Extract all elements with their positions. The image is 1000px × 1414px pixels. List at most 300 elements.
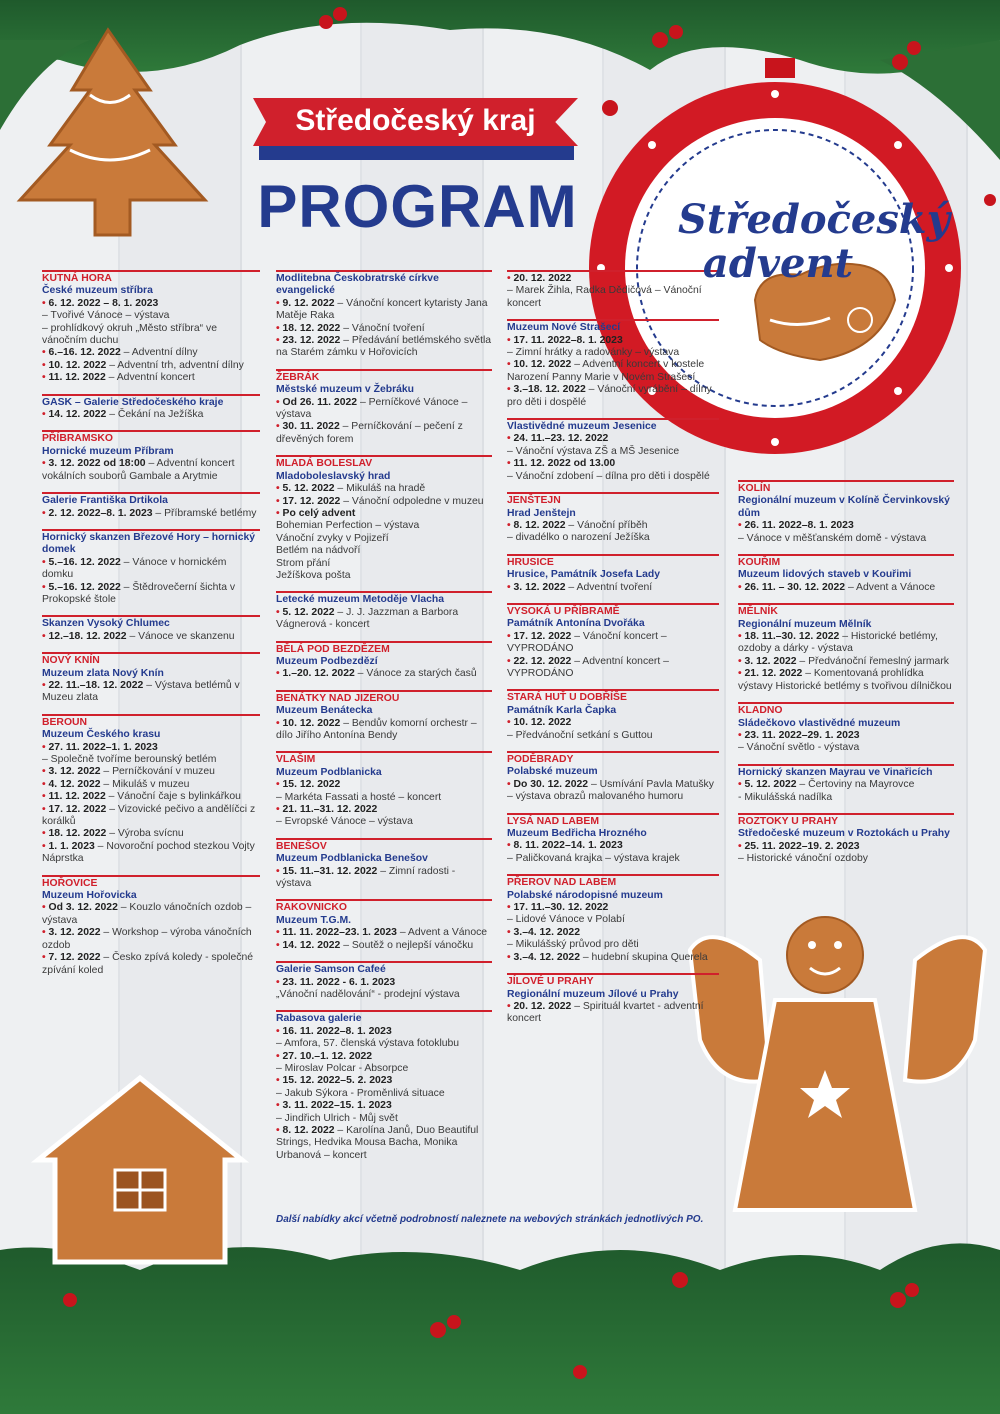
- event-item: [42, 952, 260, 977]
- program-section: [276, 751, 492, 828]
- venue-name: Galerie Františka Drtikola: [42, 492, 260, 507]
- gingerbread-house-icon: [38, 1078, 242, 1262]
- program-section: [738, 764, 954, 804]
- venue-name: Letecké muzeum Metoděje Vlacha: [276, 591, 492, 606]
- event-item: [42, 582, 260, 607]
- event-title: – Výstava betlémů v Muzeu zlata: [42, 679, 240, 704]
- bullet-icon: •: [42, 507, 49, 519]
- event-title: – Historické betlémy, ozdoby a dárky - výstava: [738, 631, 938, 655]
- venue-name: Vlastivědné muzeum Jesenice: [507, 418, 719, 433]
- event-date: 11. 11. 2022–23. 1. 2023: [282, 927, 397, 939]
- event-title: – Vánoční světlo - výstava: [738, 742, 860, 754]
- event-title: – Předvánoční řemeslný jarmark: [799, 655, 949, 667]
- event-date: 15. 11.–31. 12. 2022: [282, 865, 378, 877]
- bullet-icon: •: [276, 322, 283, 334]
- venue-name: Regionální muzeum Mělník: [738, 618, 872, 630]
- event-date: 4. 12. 2022: [48, 778, 101, 790]
- venue-name: Hornické muzeum Příbram: [42, 445, 174, 457]
- program-section: [276, 641, 492, 681]
- event-title: – Výroba svícnu: [109, 828, 184, 840]
- event-item: [276, 927, 492, 939]
- event-title: Bohemian Perfection – výstava: [276, 520, 420, 532]
- event-item: [276, 483, 492, 495]
- event-item: [507, 914, 719, 926]
- program-section: [738, 480, 954, 545]
- event-item: [507, 840, 719, 852]
- venue-name: České muzeum stříbra: [42, 285, 153, 297]
- event-title: – Novoroční pochod stezkou Vojty Náprstka: [42, 840, 255, 865]
- event-title: – Komentovaná prohlídka výstavy Historické betlémy s tvořivou dílničkou: [738, 668, 952, 692]
- event-title: – Vánoční vyrábění – dílny pro děti i dospělé: [507, 384, 712, 408]
- town-heading: KUTNÁ HORA: [42, 270, 260, 285]
- bullet-icon: •: [276, 297, 283, 309]
- event-title: – Vánoce ve skanzenu: [129, 630, 235, 642]
- town-heading: NOVÝ KNÍN: [42, 652, 260, 667]
- event-date: 5.–16. 12. 2022: [48, 556, 121, 568]
- venue-name: Galerie Samson Cafeé: [276, 961, 492, 976]
- event-item: [42, 779, 260, 791]
- event-title: – Tvořivé Vánoce – výstava: [42, 310, 170, 322]
- event-date: 26. 11. – 30. 12. 2022: [744, 581, 846, 593]
- program-section: [42, 270, 260, 385]
- event-title: – Amfora, 57. členská výstava fotoklubu: [276, 1038, 460, 1050]
- event-item: [276, 866, 492, 891]
- event-item: [42, 754, 260, 766]
- bullet-icon: •: [276, 927, 283, 939]
- bullet-icon: •: [507, 359, 514, 371]
- event-date: 18. 12. 2022: [48, 828, 107, 840]
- event-date: 17. 11. 2022–8. 1. 2023: [513, 334, 623, 346]
- event-item: [738, 792, 954, 804]
- event-title: – Miroslav Polcar - Absorpce: [276, 1062, 409, 1074]
- event-date: 3. 11. 2022–15. 1. 2023: [282, 1100, 392, 1112]
- program-title: PROGRAM: [257, 173, 578, 240]
- event-item: [276, 335, 492, 360]
- event-date: 3. 12. 2022 od 18:00: [48, 458, 146, 470]
- program-section: [507, 751, 719, 804]
- venue-name: Skanzen Vysoký Chlumec: [42, 615, 260, 630]
- event-date: 20. 12. 2022: [513, 1000, 572, 1012]
- bullet-icon: •: [42, 766, 49, 778]
- town-heading: JENŠTEJN: [507, 492, 719, 507]
- event-date: 3. 12. 2022: [744, 655, 797, 667]
- town-heading: ŽEBRÁK: [276, 369, 492, 384]
- event-date: 8. 11. 2022–14. 1. 2023: [513, 840, 623, 852]
- event-title: – Mikuláš v muzeu: [103, 778, 190, 790]
- event-date: 12.–18. 12. 2022: [48, 630, 127, 642]
- venue-name: Polabské národopisné muzeum: [507, 889, 663, 901]
- event-item: [42, 828, 260, 840]
- event-title: – Vánoční výstava ZŠ a MŠ Jesenice: [507, 445, 680, 457]
- event-item: [507, 927, 719, 939]
- event-item: [738, 730, 954, 742]
- town-heading: KOLÍN: [738, 480, 954, 495]
- event-item: [42, 841, 260, 866]
- event-item: [276, 816, 492, 828]
- town-heading: PODĚBRADY: [507, 751, 719, 766]
- event-date: 9. 12. 2022: [282, 297, 335, 309]
- venue-name: Památník Antonína Dvořáka: [507, 618, 645, 630]
- bullet-icon: •: [42, 902, 49, 914]
- event-date: Do 30. 12. 2022: [513, 778, 589, 790]
- program-section: [738, 702, 954, 755]
- event-item: [276, 989, 492, 1001]
- event-title: – divadélko o narození Ježíška: [507, 532, 650, 544]
- program-section: [42, 875, 260, 977]
- bullet-icon: •: [507, 630, 514, 642]
- town-heading: BEROUN: [42, 714, 260, 729]
- venue-name: Muzeum Podbezdězí: [276, 655, 378, 667]
- event-item: [276, 1088, 492, 1100]
- venue-name: Muzeum Podblanicka Benešov: [276, 853, 428, 865]
- event-title: – Zimní hrátky a radovánky – výstava: [507, 347, 680, 359]
- event-title: – hudební skupina Querela: [582, 951, 708, 963]
- venue-name: Památník Karla Čapka: [507, 704, 617, 716]
- event-title: – Předvánoční setkání s Guttou: [507, 729, 653, 741]
- event-date: 8. 12. 2022: [282, 1124, 335, 1136]
- event-item: [276, 804, 492, 816]
- event-item: [276, 792, 492, 804]
- event-item: [42, 458, 260, 483]
- event-item: [276, 1075, 492, 1087]
- event-title: – Vánoční odpoledne v muzeu: [343, 495, 484, 507]
- event-date: 22. 12. 2022: [513, 655, 572, 667]
- program-section: [276, 455, 492, 582]
- event-item: [42, 766, 260, 778]
- event-title: – Kouzlo vánočních ozdob – výstava: [42, 902, 252, 926]
- event-title: – prohlídkový okruh „Město stříbra“ ve vánočním duchu: [42, 322, 217, 347]
- event-date: 23. 11. 2022 - 6. 1. 2023: [282, 976, 396, 988]
- bullet-icon: •: [738, 729, 745, 741]
- bullet-icon: •: [276, 1124, 283, 1136]
- event-title: – Usmívání Pavla Matušky – výstava obrazů malovaného humoru: [507, 778, 714, 803]
- event-item: [276, 558, 492, 570]
- event-title: – Advent a Vánoce: [847, 581, 936, 593]
- event-date: Od 3. 12. 2022: [48, 902, 118, 914]
- event-date: 22. 11.–18. 12. 2022: [48, 679, 144, 691]
- region-banner: [253, 98, 578, 160]
- bullet-icon: •: [42, 297, 49, 309]
- event-item: [42, 347, 260, 359]
- event-date: 15. 12. 2022: [282, 779, 341, 791]
- event-item: [507, 446, 719, 458]
- venue-name: Středočeské muzeum v Roztokách u Prahy: [738, 828, 950, 840]
- bullet-icon: •: [276, 939, 283, 951]
- event-date: 24. 11.–23. 12. 2022: [513, 433, 609, 445]
- event-item: [738, 656, 954, 668]
- event-title: – Spirituál kvartet - adventní koncert: [507, 1000, 704, 1025]
- town-heading: STARÁ HUŤ U DOBŘÍŠE: [507, 689, 719, 704]
- event-title: – Čekání na Ježíška: [109, 409, 204, 421]
- program-section: [507, 319, 719, 409]
- event-item: [507, 779, 719, 804]
- event-item: [276, 668, 492, 680]
- venue-name: Muzeum Nové Strašecí: [507, 319, 719, 334]
- event-title: Strom přání: [276, 557, 331, 569]
- event-title: – Adventní koncert: [108, 372, 195, 384]
- event-item: [42, 742, 260, 754]
- event-item: [738, 520, 954, 532]
- event-item: [42, 360, 260, 372]
- bullet-icon: •: [42, 458, 49, 470]
- ornament-title: Středočeský advent: [678, 196, 950, 287]
- event-item: [276, 1051, 492, 1063]
- event-date: Od 26. 11. 2022: [282, 396, 358, 408]
- event-date: 27. 10.–1. 12. 2022: [282, 1050, 373, 1062]
- event-date: 6.–16. 12. 2022: [48, 347, 121, 359]
- program-section: [42, 714, 260, 866]
- town-heading: BENEŠOV: [276, 838, 492, 853]
- event-item: [507, 656, 719, 681]
- event-title: – Vánoční koncert kytaristy Jana Matěje Raka: [276, 297, 488, 322]
- event-title: – Česko zpívá koledy - společné zpívání koled: [42, 952, 254, 976]
- event-item: [42, 508, 260, 520]
- event-title: – Adventní koncert vokálních souborů Gambale a Arytmie: [42, 458, 235, 482]
- event-item: [276, 570, 492, 582]
- bullet-icon: •: [276, 976, 283, 988]
- event-item: [738, 779, 954, 791]
- event-title: – Adventní trh, adventní dílny: [109, 359, 244, 371]
- event-date: 17. 12. 2022: [513, 630, 572, 642]
- town-heading: KOUŘIM: [738, 554, 954, 569]
- event-item: [276, 298, 492, 323]
- event-date: 5. 12. 2022: [282, 606, 335, 618]
- event-item: [276, 977, 492, 989]
- event-date: 5. 12. 2022: [744, 779, 797, 791]
- pine-garland-bottom-icon: [0, 1243, 1000, 1414]
- event-title: – Adventní dílny: [123, 347, 198, 359]
- event-date: 10. 12. 2022: [513, 717, 572, 729]
- event-item: [738, 742, 954, 754]
- bullet-icon: •: [507, 902, 514, 914]
- bullet-icon: •: [507, 519, 514, 531]
- event-item: [42, 902, 260, 927]
- event-date: 25. 11. 2022–19. 2. 2023: [744, 840, 860, 852]
- event-item: [276, 1100, 492, 1112]
- event-item: [276, 779, 492, 791]
- event-item: [507, 1001, 719, 1026]
- event-item: [507, 730, 719, 742]
- event-title: „Vánoční nadělování“ - prodejní výstava: [276, 988, 460, 1000]
- event-item: [42, 323, 260, 348]
- event-date: Po celý advent: [282, 507, 356, 519]
- event-item: [507, 717, 719, 729]
- program-section: [507, 689, 719, 742]
- program-section: [507, 418, 719, 483]
- event-date: 17. 11.–30. 12. 2022: [513, 902, 609, 914]
- bullet-icon: •: [276, 421, 283, 433]
- footer-note: Další nabídky akcí včetně podrobností naleznete na webových stránkách jednotlivých PO.: [276, 1214, 704, 1225]
- event-item: [507, 335, 719, 347]
- event-item: [42, 680, 260, 705]
- event-title: – Marek Žihla, Radka Dědičová – Vánoční koncert: [507, 285, 702, 309]
- bullet-icon: •: [42, 791, 49, 803]
- event-item: [276, 1063, 492, 1075]
- event-date: 3.–4. 12. 2022: [513, 951, 580, 963]
- event-item: [42, 310, 260, 322]
- event-item: [738, 533, 954, 545]
- bullet-icon: •: [276, 483, 283, 495]
- event-date: 5. 12. 2022: [282, 483, 335, 495]
- venue-name: Hrusice, Památník Josefa Lady: [507, 569, 661, 581]
- event-item: [507, 853, 719, 865]
- event-item: [507, 952, 719, 964]
- bullet-icon: •: [507, 951, 514, 963]
- event-item: [276, 1113, 492, 1125]
- bullet-icon: •: [42, 778, 49, 790]
- program-section: [738, 813, 954, 866]
- event-item: [42, 372, 260, 384]
- bullet-icon: •: [42, 409, 49, 421]
- event-item: [507, 471, 719, 483]
- town-heading: RAKOVNICKO: [276, 899, 492, 914]
- event-title: – Zimní radosti - výstava: [276, 865, 456, 890]
- town-heading: ROZTOKY U PRAHY: [738, 813, 954, 828]
- bullet-icon: •: [738, 668, 745, 680]
- bullet-icon: •: [276, 1100, 283, 1112]
- bullet-icon: •: [42, 630, 49, 642]
- event-date: 21. 11.–31. 12. 2022: [282, 804, 378, 816]
- program-section: [42, 615, 260, 643]
- event-date: 3. 12. 2022: [48, 927, 101, 939]
- event-title: – Historické vánoční ozdoby: [738, 853, 868, 865]
- bullet-icon: •: [507, 926, 514, 938]
- event-title: – J. J. Jazzman a Barbora Vágnerová - koncert: [276, 606, 459, 631]
- town-heading: MĚLNÍK: [738, 603, 954, 618]
- event-date: 23. 11. 2022–29. 1. 2023: [744, 729, 860, 741]
- gingerbread-angel-icon: [690, 917, 985, 1210]
- event-item: [276, 1038, 492, 1050]
- event-title: – Markéta Fassati a hosté – koncert: [276, 791, 442, 803]
- event-item: [276, 1026, 492, 1038]
- event-date: 2. 12. 2022–8. 1. 2023: [48, 507, 153, 519]
- bullet-icon: •: [276, 335, 283, 347]
- event-item: [507, 458, 719, 470]
- event-item: [276, 1125, 492, 1162]
- event-title: – Vánoční zdobení – dílna pro děti i dospělé: [507, 470, 710, 482]
- event-item: [42, 298, 260, 310]
- event-date: 23. 12. 2022: [282, 335, 341, 347]
- bullet-icon: •: [507, 433, 514, 445]
- event-title: Betlém na nádvoří: [276, 545, 361, 557]
- venue-name: Muzeum Benátecka: [276, 705, 373, 717]
- bullet-icon: •: [507, 334, 514, 346]
- bullet-icon: •: [276, 717, 283, 729]
- program-section: [507, 874, 719, 964]
- event-item: [276, 508, 492, 520]
- event-item: [276, 520, 492, 532]
- event-item: [507, 384, 719, 409]
- event-item: [507, 347, 719, 359]
- venue-name: Muzeum Podblanicka: [276, 766, 382, 778]
- bullet-icon: •: [276, 668, 283, 680]
- event-date: 17. 12. 2022: [48, 803, 107, 815]
- event-title: – Paličkovaná krajka – výstava krajek: [507, 852, 680, 864]
- event-item: [276, 397, 492, 422]
- event-item: [738, 668, 954, 693]
- event-date: 14. 12. 2022: [48, 409, 107, 421]
- bullet-icon: •: [42, 581, 49, 593]
- venue-name: Mladoboleslavský hrad: [276, 470, 391, 482]
- event-date: 21. 12. 2022: [744, 668, 803, 680]
- program-section: [276, 961, 492, 1001]
- bullet-icon: •: [42, 359, 49, 371]
- bullet-icon: •: [42, 927, 49, 939]
- bullet-icon: •: [276, 396, 283, 408]
- venue-name: Muzeum T.G.M.: [276, 914, 352, 926]
- program-section: [276, 690, 492, 743]
- event-item: [738, 631, 954, 656]
- event-title: – Bendův komorní orchestr – dílo Jiřího Antonína Bendy: [276, 717, 477, 741]
- event-title: – Předávání betlémského světla na Starém zámku v Hořovicích: [276, 335, 492, 359]
- venue-name: Sládečkovo vlastivědné muzeum: [738, 717, 901, 729]
- venue-name: Muzeum lidových staveb v Kouřimi: [738, 569, 912, 581]
- bullet-icon: •: [738, 779, 745, 791]
- program-section: [276, 369, 492, 446]
- event-title: – Vánoční tvoření: [343, 322, 425, 334]
- venue-name: Modlitebna Českobratrské církve evangelické: [276, 270, 492, 298]
- bullet-icon: •: [738, 520, 745, 532]
- event-title: – Příbramské betlémy: [155, 507, 257, 519]
- event-title: – Soutěž o nejlepší vánočku: [343, 939, 474, 951]
- bullet-icon: •: [507, 458, 514, 470]
- event-date: 11. 12. 2022: [48, 791, 106, 803]
- venue-name: Hrad Jenštejn: [507, 507, 576, 519]
- event-title: – Společně tvoříme berounský betlém: [42, 754, 217, 765]
- event-date: 6. 12. 2022 – 8. 1. 2023: [48, 297, 159, 309]
- event-title: – Čertoviny na Mayrovce: [799, 779, 915, 791]
- bullet-icon: •: [738, 581, 745, 593]
- venue-name: Hornický skanzen Březové Hory – hornický domek: [42, 529, 260, 557]
- event-date: 1.–20. 12. 2022: [282, 668, 355, 680]
- event-item: [42, 631, 260, 643]
- event-date: 10. 12. 2022: [48, 359, 107, 371]
- program-section: [507, 603, 719, 680]
- venue-name: Muzeum zlata Nový Knín: [42, 667, 164, 679]
- event-date: 17. 12. 2022: [282, 495, 341, 507]
- event-title: – Perníčkové Vánoce – výstava: [276, 396, 468, 421]
- bullet-icon: •: [42, 840, 49, 852]
- program-section: [738, 554, 954, 594]
- region-label: Středočeský kraj: [295, 104, 536, 137]
- bullet-icon: •: [276, 1025, 283, 1037]
- bullet-icon: •: [738, 840, 745, 852]
- event-date: 26. 11. 2022–8. 1. 2023: [744, 520, 854, 532]
- event-item: [42, 927, 260, 952]
- bullet-icon: •: [42, 952, 49, 964]
- event-item: [507, 582, 719, 594]
- event-date: 3.–18. 12. 2022: [513, 384, 586, 396]
- event-item: [276, 323, 492, 335]
- event-item: [507, 359, 719, 384]
- bullet-icon: •: [276, 507, 283, 519]
- event-item: [276, 940, 492, 952]
- bullet-icon: •: [276, 606, 283, 618]
- event-title: – Vánoce v hornickém domku: [42, 556, 227, 581]
- event-date: 18. 11.–30. 12. 2022: [744, 631, 840, 643]
- venue-name: Muzeum Bedřicha Hrozného: [507, 828, 647, 840]
- event-item: [507, 902, 719, 914]
- bullet-icon: •: [507, 778, 514, 790]
- event-date: 1. 1. 2023: [48, 840, 95, 852]
- venue-name: Regionální muzeum Jílové u Prahy: [507, 988, 679, 1000]
- event-date: 18. 12. 2022: [282, 322, 341, 334]
- town-heading: HOŘOVICE: [42, 875, 260, 890]
- event-item: [42, 409, 260, 421]
- program-section: [42, 492, 260, 520]
- event-item: [276, 421, 492, 446]
- event-title: – Vánoce v měšťanském domě - výstava: [738, 532, 927, 544]
